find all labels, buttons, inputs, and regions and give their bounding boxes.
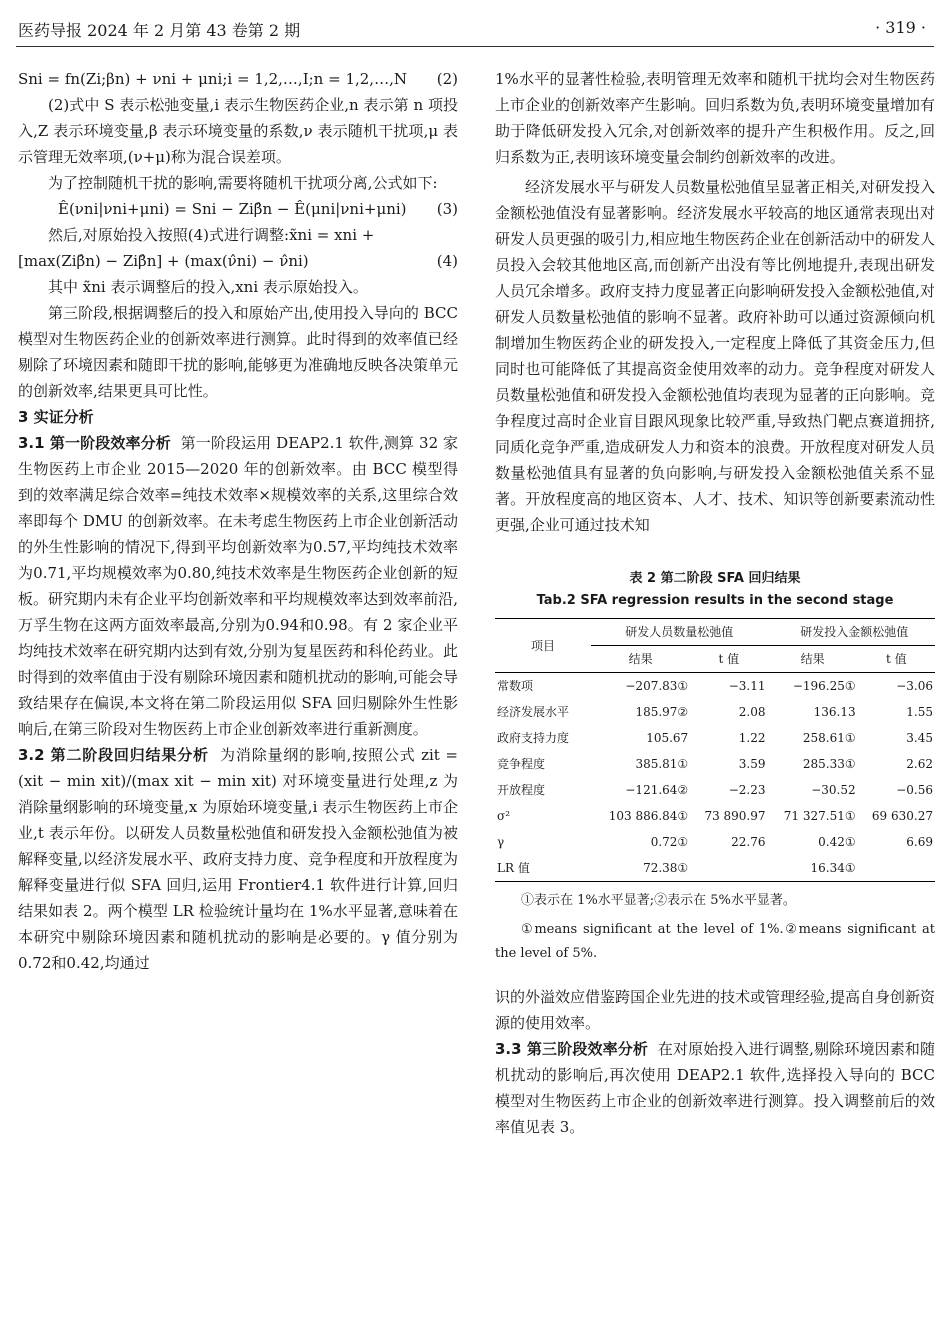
- table-note-en: ①means significant at the level of 1%.②means significant at the level of 5%.: [495, 922, 935, 961]
- equation-3-number: (3): [436, 200, 458, 218]
- paragraph: 为了控制随机干扰的影响,需要将随机干扰项分离,公式如下:: [48, 174, 438, 192]
- equation-4-body: [max(Ziβ̂n) − Ziβ̂n] + (max(ν̂ni) − ν̂ni): [18, 252, 309, 270]
- journal-header: 医药导报 2024 年 2 月第 43 卷第 2 期: [18, 21, 301, 40]
- table-row: [495, 803, 935, 829]
- cell: 2.62: [906, 757, 933, 771]
- table-row: [495, 829, 935, 855]
- row-label: γ: [497, 835, 505, 849]
- cell: −30.52: [811, 783, 856, 797]
- cell: [690, 855, 767, 882]
- subsection-heading: 3.1 第一阶段效率分析: [18, 434, 171, 452]
- cell: 69 630.27: [871, 809, 933, 823]
- cell: 3.59: [738, 757, 766, 771]
- cell: 0.72①: [650, 835, 689, 849]
- subheader-t: t 值: [858, 646, 935, 673]
- subsection-heading: 3.2 第二阶段回归结果分析: [18, 746, 209, 764]
- row-label: 竞争程度: [497, 757, 546, 771]
- cell: 385.81①: [635, 757, 689, 771]
- paragraph: (2)式中 S 表示松弛变量,i 表示生物医药企业,n 表示第 n 项投入,Z 表示环境变量,β 表示环境变量的系数,ν 表示随机干扰项,μ 表示管理无效率项,(ν+μ)称为混合误差项。: [18, 96, 458, 166]
- subsection-3-1: [18, 430, 458, 742]
- cell: 73 890.97: [704, 809, 766, 823]
- subsection-3-3: [495, 1036, 935, 1140]
- cell: −0.56: [896, 783, 933, 797]
- table-row: [495, 725, 935, 751]
- equation-2: [18, 66, 458, 92]
- column-header-item: 项目: [495, 619, 591, 673]
- row-label: σ²: [497, 809, 511, 823]
- table-row: [495, 673, 935, 700]
- cell: 136.13: [813, 705, 856, 719]
- row-label: LR 值: [495, 855, 591, 882]
- group-header-funding: 研发投入金额松弛值: [768, 619, 935, 646]
- table-row: [495, 751, 935, 777]
- cell: 1.55: [906, 705, 933, 719]
- row-label: 经济发展水平: [497, 705, 570, 719]
- cell: 258.61①: [802, 731, 856, 745]
- equation-4-number: (4): [436, 252, 458, 270]
- cell: 103 886.84①: [608, 809, 689, 823]
- paragraph: 识的外溢效应借鉴跨国企业先进的技术或管理经验,提高自身创新资源的使用效率。: [495, 988, 935, 1032]
- row-label: 开放程度: [497, 783, 546, 797]
- table-row: [495, 777, 935, 803]
- cell: 16.34①: [768, 855, 858, 882]
- table-title-cn: 表 2 第二阶段 SFA 回归结果: [629, 571, 801, 586]
- paragraph: 第三阶段,根据调整后的投入和原始产出,使用投入导向的 BCC 模型对生物医药企业的创新效率进行测算。此时得到的效率值已经剔除了环境因素和随即干扰的影响,能够更为准确地反映各决策单元的创新效率,结果更具可比性。: [18, 304, 458, 400]
- paragraph: 1%水平的显著性检验,表明管理无效率和随机干扰均会对生物医药上市企业的创新效率产生影响。回归系数为负,表明环境变量增加有助于降低研发投入冗余,对创新效率的提升产生积极作用。反之,回归系数为正,表明该环境变量会制约创新效率的改进。: [495, 70, 935, 166]
- row-label: 常数项: [497, 679, 534, 693]
- cell: 6.69: [906, 835, 933, 849]
- group-header-staff: 研发人员数量松弛值: [591, 619, 768, 646]
- table-title-en: Tab.2 SFA regression results in the second stage: [536, 593, 894, 608]
- table-row: [495, 855, 935, 882]
- subsection-text: 第一阶段运用 DEAP2.1 软件,测算 32 家生物医药上市企业 2015—2020 年的创新效率。由 BCC 模型得到的效率满足综合效率=纯技术效率×规模效率的关系,这里综合效率即每个 DMU 的创新效率。在未考虑生物医药上市企业创新活动的外生性影响的情况下,得到平均创新效率为0.57,平均纯技术效率为0.71,平均规模效率为0.80,纯技术效率是生物医药企业创新的短板。研究期内未有企业平均创新效率和平均规模效率达到效率前沿,万孚生物在这两方面效率最高,分别为0.94和0.98。有 2 家企业平均纯技术效率在研究期内达到有效,分别为复星医药和科伦药业。此时得到的效率值由于没有剔除环境因素和随机扰动的影响,可能会导致结果存在偏误,本文将在第二阶段运用似 SFA 回归剔除外生性影响后,在第三阶段对生物医药上市企业创新效率进行重新测度。: [18, 434, 458, 738]
- subheader-result: 结果: [768, 646, 858, 673]
- page-number: · 319 ·: [875, 18, 926, 37]
- paragraph: 经济发展水平与研发人员数量松弛值呈显著正相关,对研发投入金额松弛值没有显著影响。经济发展水平较高的地区通常表现出对研发人员更强的吸引力,相应地生物医药企业在创新活动中的研发人员投入会较其他地区高,而创新产出没有等比例地提升,表现出研发人员冗余增多。政府支持力度显著正向影响研发投入金额松弛值,对研发人员数量松弛值的影响不显著。政府补助可以通过资源倾向机制增加生物医药企业的研发投入,一定程度上降低了其资金压力,但同时也可能降低了其提高资金使用效率的动力。竞争程度对研发人员数量松弛值和研发投入金额松弛值均表现为显著的正向影响。竞争程度过高时企业盲目跟风现象比较严重,导致热门靶点赛道拥挤,同质化竞争严重,造成研发人力和资本的浪费。开放程度对研发人员数量松弛值具有显著的负向影响,与研发投入金额松弛值关系不显著。开放程度高的地区资本、人才、技术、知识等创新要素流动性更强,企业可通过技术知: [495, 178, 935, 534]
- cell: 71 327.51①: [783, 809, 856, 823]
- cell: 185.97②: [635, 705, 689, 719]
- cell: 285.33①: [802, 757, 856, 771]
- equation-3: [18, 196, 458, 222]
- table-note-cn: ①表示在 1%水平显著;②表示在 5%水平显著。: [521, 893, 796, 908]
- subsection-3-2: [18, 742, 458, 976]
- equation-3-body: Ê(νni|νni+μni) = Sni − Ziβ̂n − Ê(μni|νni+μni): [58, 200, 407, 218]
- right-column: [495, 66, 935, 1140]
- subsection-text: 在对原始投入进行调整,剔除环境因素和随机扰动的影响后,再次使用 DEAP2.1 软件,选择投入导向的 BCC 模型对生物医药上市企业的创新效率进行测算。投入调整前后的效率值见表 3。: [495, 1040, 935, 1136]
- table-row: [495, 699, 935, 725]
- paragraph: 然后,对原始投入按照(4)式进行调整:x̃ni = xni +: [48, 226, 375, 244]
- paragraph: 其中 x̃ni 表示调整后的投入,xni 表示原始投入。: [48, 278, 368, 296]
- cell: −3.11: [728, 679, 766, 693]
- equation-2-number: (2): [436, 70, 458, 88]
- header-rule: [16, 46, 934, 47]
- subheader-result: 结果: [591, 646, 690, 673]
- section-heading-3: 3 实证分析: [18, 408, 94, 426]
- row-label: 政府支持力度: [497, 731, 570, 745]
- cell: 2.08: [738, 705, 766, 719]
- cell: 0.42①: [818, 835, 856, 849]
- cell: −207.83①: [625, 679, 689, 693]
- cell: 72.38①: [591, 855, 690, 882]
- subheader-t: t 值: [690, 646, 767, 673]
- cell: 22.76: [731, 835, 766, 849]
- regression-table: [495, 618, 935, 882]
- left-column: [18, 66, 458, 976]
- equation-2-body: Sni = fn(Zi;βn) + νni + μni;i = 1,2,…,I;n = 1,2,…,N: [18, 70, 407, 88]
- subsection-text: 为消除量纲的影响,按照公式 zit = (xit − min xit)/(max xit − min xit) 对环境变量进行处理,z 为消除量纲影响的环境变量,x 为原始环境变量,i 表示生物医药上市企业,t 表示年份。以研发人员数量松弛值和研发投入金额松弛值为被解释变量,以经济发展水平、政府支持力度、竞争程度和开放程度为解释变量进行似 SFA 回归,运用 Frontier4.1 软件进行计算,回归结果如表 2。两个模型 LR 检验统计量均在 1%水平显著,意味着在本研究中剔除环境因素和随机扰动的影响是必要的。γ 值分别为0.72和0.42,均通过: [18, 746, 458, 972]
- equation-4: [18, 248, 458, 274]
- cell: 105.67: [646, 731, 689, 745]
- cell: −196.25①: [792, 679, 856, 693]
- cell: −2.23: [728, 783, 766, 797]
- cell: 3.45: [906, 731, 933, 745]
- cell: −3.06: [896, 679, 933, 693]
- cell: 1.22: [738, 731, 766, 745]
- cell: −121.64②: [625, 783, 689, 797]
- cell: [858, 855, 935, 882]
- subsection-heading: 3.3 第三阶段效率分析: [495, 1040, 648, 1058]
